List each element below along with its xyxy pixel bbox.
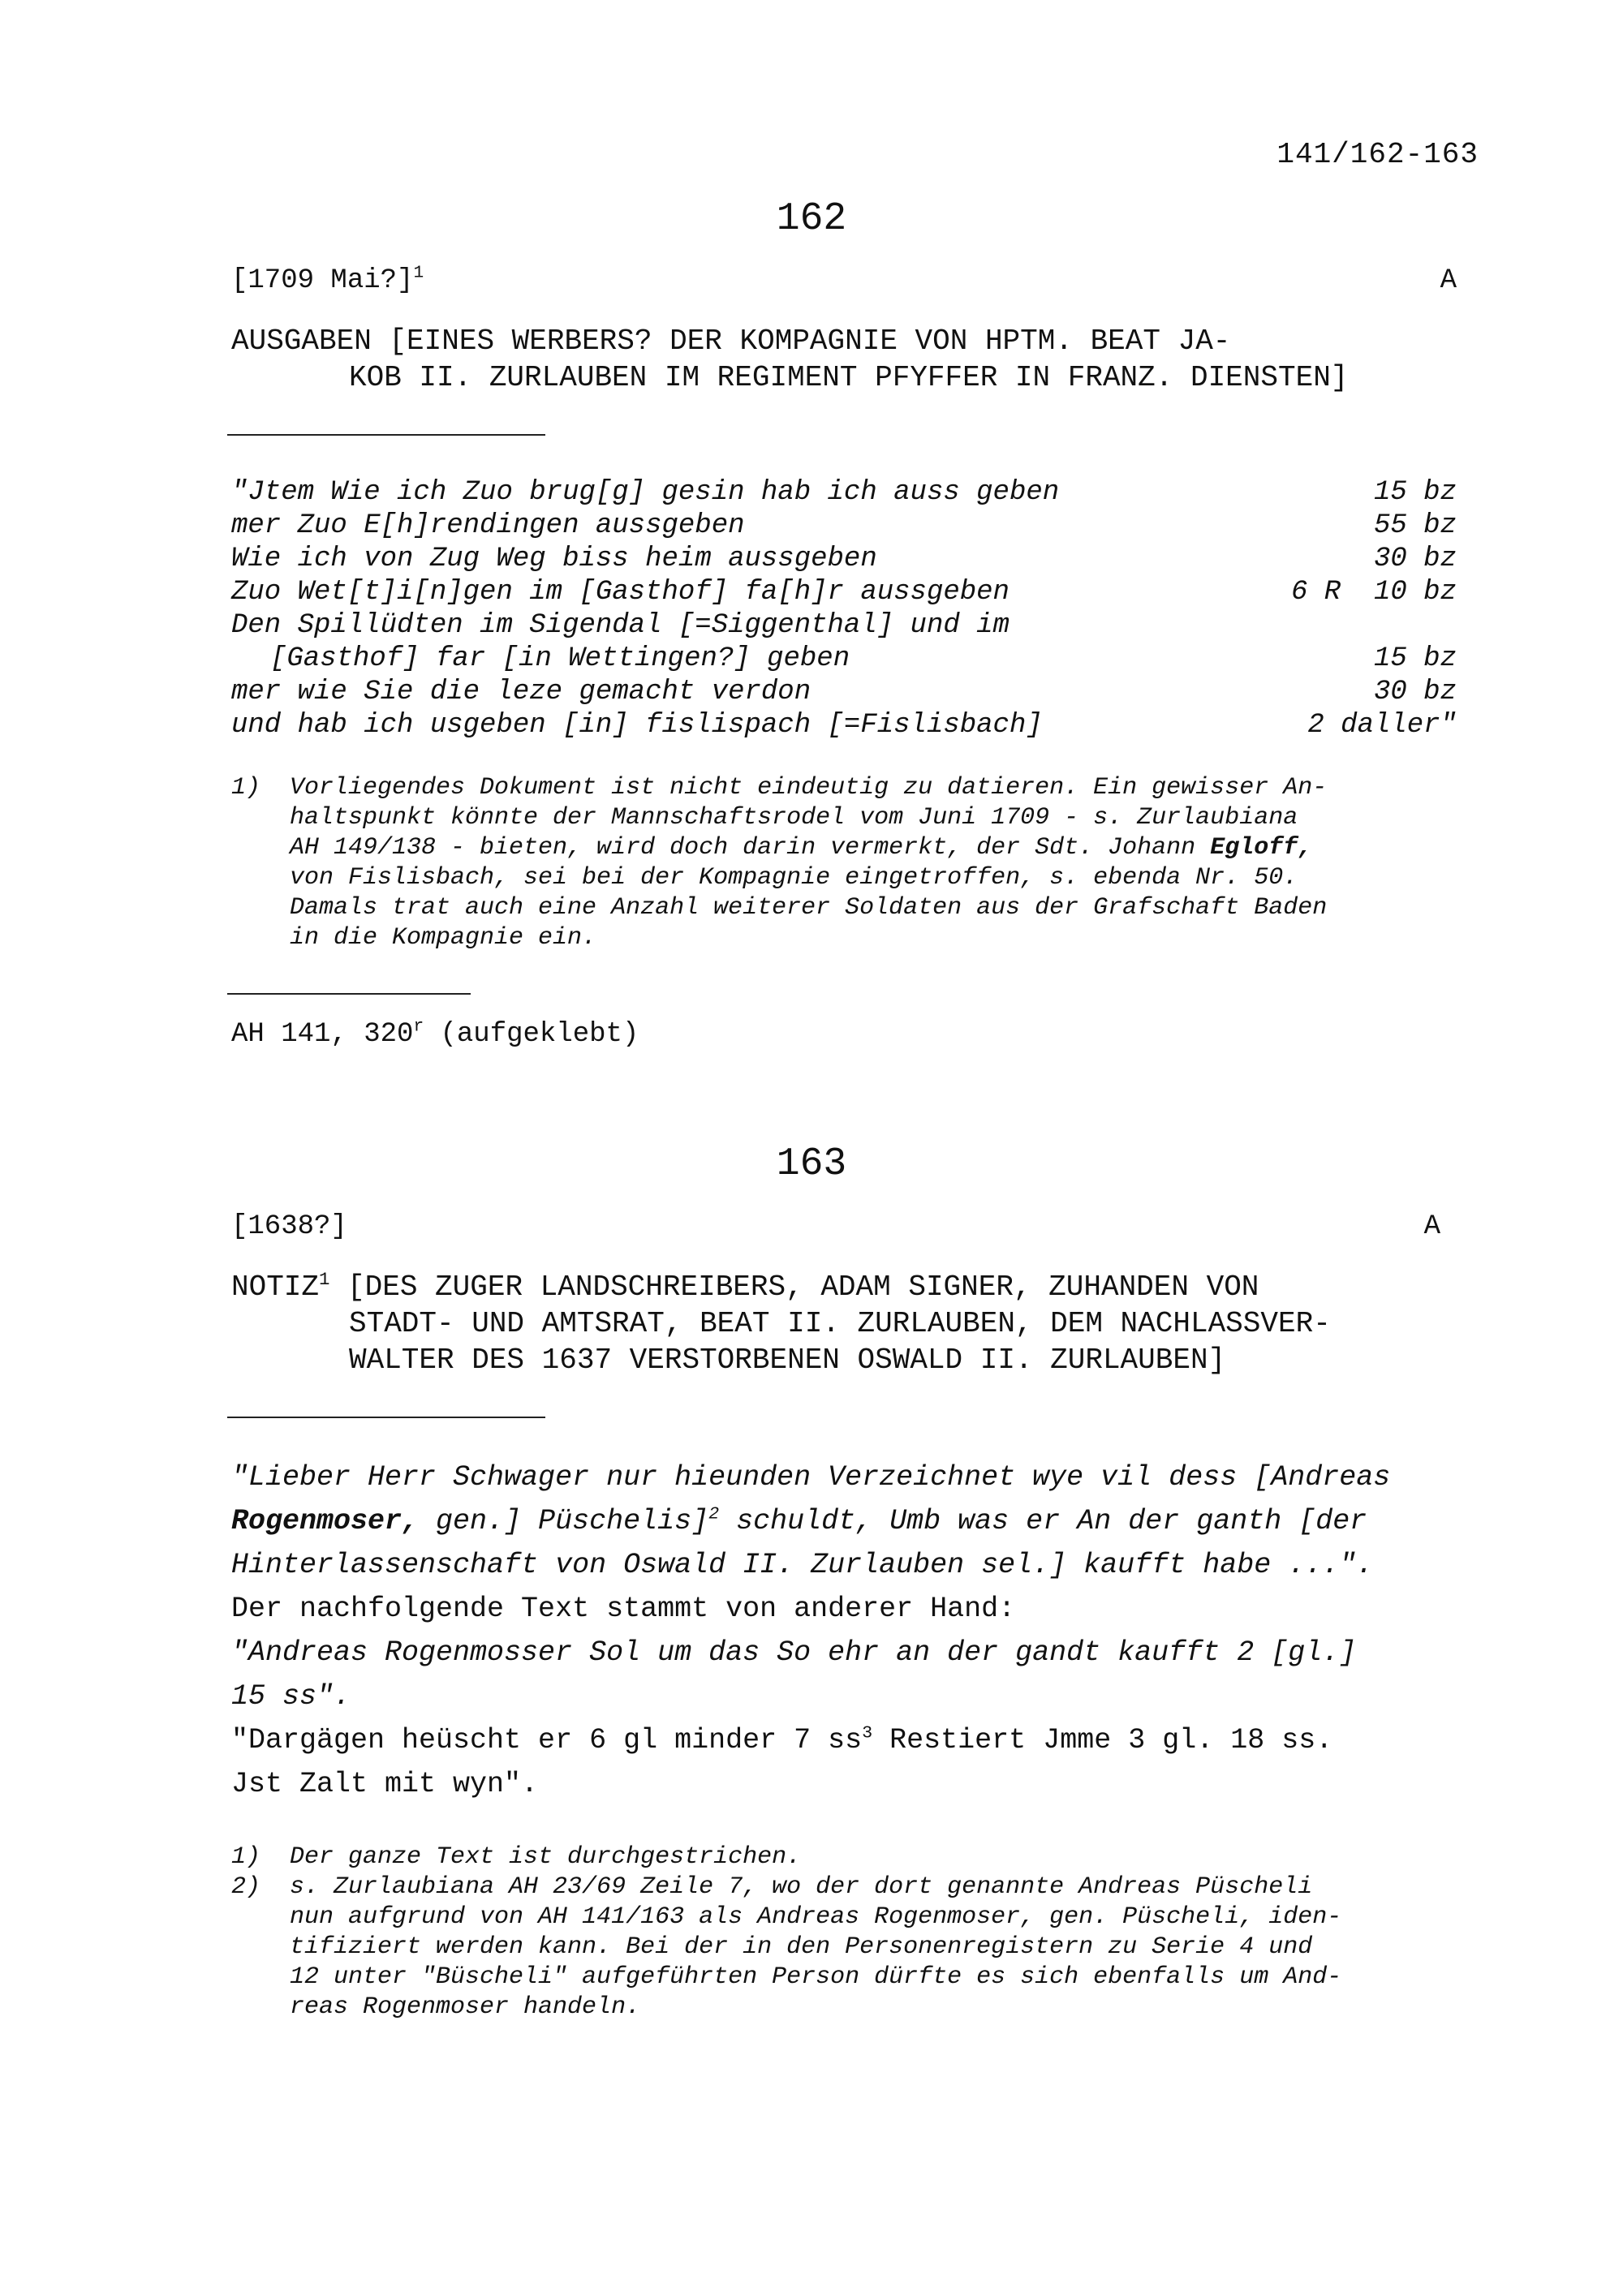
footnote-text-part: Vorliegendes Dokument ist nicht eindeutig zu datieren. Ein gewisser An- haltspunkt könnte der Mannschaftsrodel vom Juni 1709 - s. Zurlaubiana AH 149/138 - bieten, wird doch darin vermerkt, der Sdt. Johann bbox=[290, 774, 1328, 862]
footnote-number: 1) bbox=[231, 774, 261, 802]
ledger-amount: 2 daller" bbox=[1307, 710, 1457, 741]
footnote-item bbox=[231, 1872, 1473, 2023]
date-line-162 bbox=[231, 265, 424, 296]
footnote-marker: 1 bbox=[413, 263, 424, 283]
ledger-item: "Jtem Wie ich Zuo brug[g] gesin hab ich auss geben bbox=[231, 477, 1060, 508]
date-text: [1709 Mai?] bbox=[231, 265, 414, 296]
heading-line: WALTER DES 1637 VERSTORBENEN OSWALD II. ZURLAUBEN] bbox=[349, 1344, 1226, 1377]
footnote-text: s. Zurlaubiana AH 23/69 Zeile 7, wo der dort genannte Andreas Püscheli nun aufgrund von AH 141/163 als Andreas Rogenmoser, gen. Püscheli, iden- tifiziert werden kann. Bei der in den Personenregistern zu Serie 4 und 12 unter "Büscheli" aufgeführten Person dürfte es sich ebenfalls um And- reas Rogenmoser handeln. bbox=[290, 1873, 1342, 2021]
ledger-amount: 30 bz bbox=[1373, 544, 1457, 574]
ledger-row bbox=[231, 609, 1457, 643]
ledger-amount: 15 bz bbox=[1373, 477, 1457, 508]
heading-line: KOB II. ZURLAUBEN IM REGIMENT PFYFFER IN FRANZ. DIENSTEN] bbox=[349, 361, 1349, 394]
footnote-text-part: von Fislisbach, sei bei der Kompagnie eingetroffen, s. ebenda Nr. 50. Damals trat auch eine Anzahl weiterer Soldaten aus der Grafschaft Baden in die Kompagnie ein. bbox=[290, 864, 1328, 952]
footnote-number: 1) bbox=[231, 1843, 261, 1871]
expense-ledger bbox=[231, 476, 1457, 742]
ledger-row bbox=[231, 576, 1457, 609]
source-text: AH 141, 320 bbox=[231, 1019, 414, 1050]
ledger-row bbox=[231, 476, 1457, 510]
heading-divider bbox=[227, 434, 545, 436]
archive-tag-163: A bbox=[1423, 1211, 1440, 1242]
footnote-text bbox=[290, 773, 1473, 953]
source-superscript: r bbox=[413, 1017, 424, 1037]
heading-line: AUSGABEN [EINES WERBERS? DER KOMPAGNIE VON HPTM. BEAT JA- bbox=[231, 325, 1231, 358]
document-number-163: 163 bbox=[776, 1142, 847, 1186]
document-number-162: 162 bbox=[776, 197, 847, 241]
document-heading-162 bbox=[231, 323, 1481, 396]
heading-divider bbox=[227, 1417, 545, 1418]
document-body-163 bbox=[231, 1455, 1481, 1806]
ledger-row bbox=[231, 676, 1457, 709]
source-text: (aufgeklebt) bbox=[424, 1019, 639, 1050]
document-heading-163 bbox=[231, 1269, 1481, 1378]
ledger-row bbox=[231, 709, 1457, 742]
footnote-marker: 1 bbox=[319, 1269, 330, 1290]
ledger-amount: 6 R 10 bz bbox=[1290, 577, 1457, 608]
ledger-item: mer Zuo E[h]rendingen aussgeben bbox=[231, 510, 745, 541]
footnote-item bbox=[231, 773, 1473, 953]
footnote-number: 2) bbox=[231, 1873, 261, 1901]
ledger-row bbox=[231, 543, 1457, 576]
ledger-item: Zuo Wet[t]i[n]gen im [Gasthof] fa[h]r aussgeben bbox=[231, 577, 1010, 608]
footnotes-162 bbox=[231, 773, 1473, 953]
plain-text: Restiert Jmme 3 gl. 18 ss. bbox=[872, 1724, 1333, 1756]
footnote-marker: 2 bbox=[708, 1503, 720, 1524]
heading-line bbox=[231, 1269, 1481, 1305]
heading-word: NOTIZ bbox=[231, 1271, 320, 1304]
footnote-text: Der ganze Text ist durchgestrichen. bbox=[290, 1843, 802, 1871]
plain-line bbox=[231, 1718, 1481, 1762]
plain-text: "Dargägen heüscht er 6 gl minder 7 ss bbox=[231, 1724, 863, 1756]
date-line-163: [1638?] bbox=[231, 1211, 347, 1242]
footnote-name-bold: Egloff, bbox=[1210, 834, 1313, 862]
ledger-amount: 55 bz bbox=[1373, 510, 1457, 541]
ledger-item: und hab ich usgeben [in] fislispach [=Fislisbach] bbox=[231, 710, 1043, 741]
quote-line: "Lieber Herr Schwager nur hieunden Verzeichnet wye vil dess [Andreas bbox=[231, 1461, 1391, 1494]
plain-line: Jst Zalt mit wyn". bbox=[231, 1768, 539, 1800]
ledger-item: Wie ich von Zug Weg biss heim aussgeben bbox=[231, 544, 877, 574]
ledger-item: [Gasthof] far [in Wettingen?] geben bbox=[270, 643, 850, 674]
heading-text: [DES ZUGER LANDSCHREIBERS, ADAM SIGNER, ZUHANDEN VON bbox=[329, 1271, 1259, 1304]
quote-line: 15 ss". bbox=[231, 1680, 351, 1713]
footnote-marker: 3 bbox=[862, 1722, 873, 1743]
ledger-item: Den Spillüdten im Sigendal [=Siggenthal] und im bbox=[231, 610, 1010, 641]
quote-line bbox=[231, 1499, 1481, 1543]
archive-tag-162: A bbox=[1440, 265, 1457, 296]
plain-line: Der nachfolgende Text stammt von anderer Hand: bbox=[231, 1593, 1016, 1625]
page-reference: 141/162-163 bbox=[1276, 138, 1479, 171]
ledger-amount: 30 bz bbox=[1373, 677, 1457, 707]
ledger-row bbox=[231, 510, 1457, 543]
ledger-amount: 15 bz bbox=[1373, 643, 1457, 674]
footnotes-163 bbox=[231, 1842, 1473, 2023]
name-bold: Rogenmoser, bbox=[231, 1505, 420, 1537]
quote-line: Hinterlassenschaft von Oswald II. Zurlauben sel.] kaufft habe ...". bbox=[231, 1549, 1374, 1581]
footnote-item bbox=[231, 1842, 1473, 1872]
quote-line: "Andreas Rogenmosser Sol um das So ehr an der gandt kaufft 2 [gl.] bbox=[231, 1636, 1357, 1669]
source-reference-162 bbox=[231, 1019, 639, 1050]
heading-line: STADT- UND AMTSRAT, BEAT II. ZURLAUBEN, DEM NACHLASSVER- bbox=[349, 1307, 1331, 1340]
quote-text: gen.] Püschelis] bbox=[419, 1505, 709, 1537]
footnote-divider bbox=[227, 993, 471, 995]
ledger-row bbox=[231, 643, 1457, 676]
ledger-item: mer wie Sie die leze gemacht verdon bbox=[231, 677, 812, 707]
quote-text: schuldt, Umb was er An der ganth [der bbox=[719, 1505, 1367, 1537]
